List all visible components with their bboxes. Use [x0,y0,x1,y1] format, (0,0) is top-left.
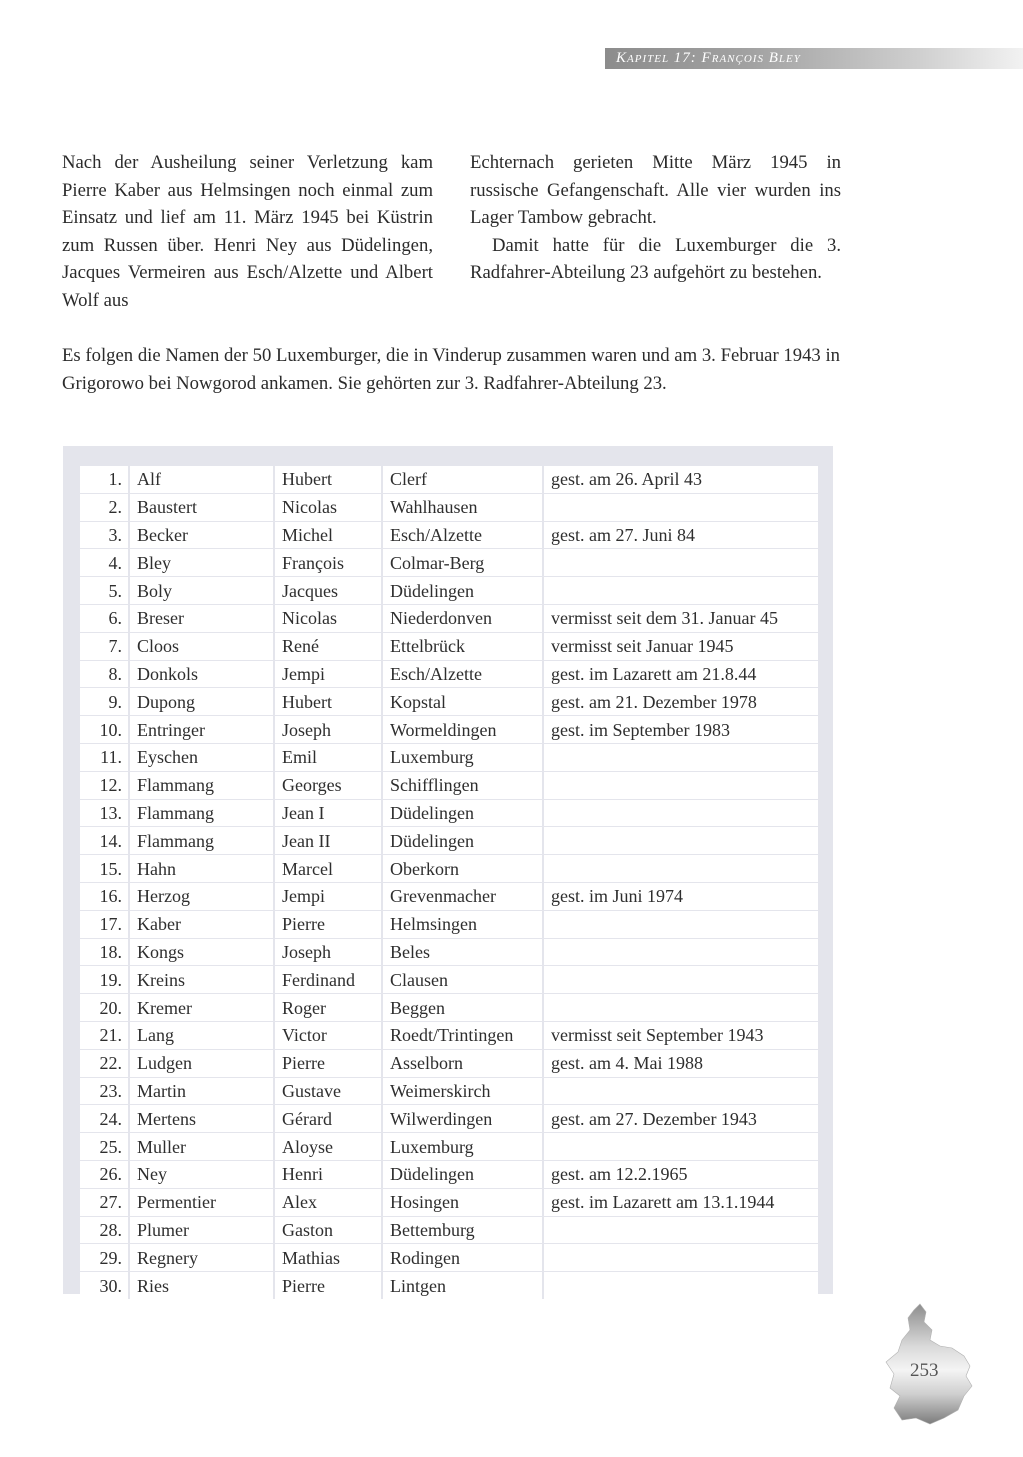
row-number-cell: 6. [80,604,129,632]
row-number-cell: 11. [80,743,129,771]
first-name-cell: Henri [274,1160,382,1188]
hometown-cell: Düdelingen [382,799,543,827]
first-name-cell: Jacques [274,577,382,605]
table-row [80,1272,818,1299]
note-cell: vermisst seit September 1943 [543,1021,818,1049]
surname-cell: Kremer [129,994,274,1022]
note-cell [543,855,818,883]
row-number-cell: 3. [80,521,129,549]
hometown-cell: Wormeldingen [382,716,543,744]
note-cell: gest. am 4. Mai 1988 [543,1049,818,1077]
body-paragraph: Nach der Ausheilung seiner Verletzung kam Pierre Kaber aus Helmsingen noch einmal zum Einsatz und lief am 11. März 1945 bei Küstrin zum Russen über. Henri Ney aus Düdelingen, Jacques Vermeiren aus Esch/Alzette und Albert Wolf aus [62,152,433,311]
chapter-header [605,48,1023,69]
surname-cell: Flammang [129,771,274,799]
first-name-cell: Pierre [274,1272,382,1299]
note-cell [543,938,818,966]
row-number-cell: 23. [80,1077,129,1105]
row-number-cell: 2. [80,493,129,521]
hometown-cell: Roedt/Trintingen [382,1021,543,1049]
table-row [80,1049,818,1077]
first-name-cell: Jean II [274,827,382,855]
surname-cell: Dupong [129,688,274,716]
surname-cell: Entringer [129,716,274,744]
hometown-cell: Hosingen [382,1188,543,1216]
surname-cell: Becker [129,521,274,549]
table-row [80,1077,818,1105]
hometown-cell: Beles [382,938,543,966]
hometown-cell: Ettelbrück [382,632,543,660]
table-row [80,716,818,744]
surname-cell: Hahn [129,855,274,883]
note-cell [543,549,818,577]
note-cell: gest. am 26. April 43 [543,466,818,493]
surname-cell: Martin [129,1077,274,1105]
row-number-cell: 25. [80,1133,129,1161]
surname-cell: Boly [129,577,274,605]
first-name-cell: Pierre [274,1049,382,1077]
first-name-cell: Jempi [274,882,382,910]
first-name-cell: René [274,632,382,660]
surname-cell: Muller [129,1133,274,1161]
surname-cell: Kreins [129,966,274,994]
surname-cell: Alf [129,466,274,493]
first-name-cell: Hubert [274,688,382,716]
first-name-cell: Roger [274,994,382,1022]
first-name-cell: Gérard [274,1105,382,1133]
surname-cell: Ries [129,1272,274,1299]
note-cell: gest. am 12.2.1965 [543,1160,818,1188]
hometown-cell: Rodingen [382,1244,543,1272]
table-row [80,1216,818,1244]
first-name-cell: Gustave [274,1077,382,1105]
surname-cell: Herzog [129,882,274,910]
table-row [80,827,818,855]
surname-cell: Eyschen [129,743,274,771]
hometown-cell: Clausen [382,966,543,994]
table-row [80,549,818,577]
hometown-cell: Oberkorn [382,855,543,883]
body-paragraph: Damit hatte für die Luxemburger die 3. Radfahrer-Abteilung 23 aufgehört zu bestehen. [470,234,841,284]
surname-cell: Permentier [129,1188,274,1216]
table-row [80,493,818,521]
surname-cell: Lang [129,1021,274,1049]
first-name-cell: Hubert [274,466,382,493]
page-number-badge [880,1300,980,1430]
surname-cell: Flammang [129,827,274,855]
body-right-column [470,149,841,287]
first-name-cell: Emil [274,743,382,771]
first-name-cell: Jempi [274,660,382,688]
first-name-cell: Joseph [274,716,382,744]
note-cell [543,743,818,771]
note-cell: gest. am 21. Dezember 1978 [543,688,818,716]
surname-cell: Kongs [129,938,274,966]
row-number-cell: 21. [80,1021,129,1049]
surname-cell: Mertens [129,1105,274,1133]
hometown-cell: Düdelingen [382,1160,543,1188]
first-name-cell: Nicolas [274,604,382,632]
first-name-cell: Alex [274,1188,382,1216]
table-row [80,1188,818,1216]
first-name-cell: Marcel [274,855,382,883]
body-left-column [62,149,433,315]
row-number-cell: 7. [80,632,129,660]
surname-cell: Flammang [129,799,274,827]
first-name-cell: Ferdinand [274,966,382,994]
row-number-cell: 5. [80,577,129,605]
row-number-cell: 14. [80,827,129,855]
note-cell: gest. am 27. Juni 84 [543,521,818,549]
row-number-cell: 29. [80,1244,129,1272]
hometown-cell: Luxemburg [382,1133,543,1161]
table-row [80,577,818,605]
note-cell [543,493,818,521]
row-number-cell: 22. [80,1049,129,1077]
hometown-cell: Düdelingen [382,827,543,855]
note-cell [543,1077,818,1105]
hometown-cell: Beggen [382,994,543,1022]
first-name-cell: Victor [274,1021,382,1049]
surname-cell: Bley [129,549,274,577]
row-number-cell: 17. [80,910,129,938]
hometown-cell: Lintgen [382,1272,543,1299]
table-row [80,938,818,966]
note-cell [543,966,818,994]
chapter-title: Kapitel 17: François Bley [616,50,801,66]
hometown-cell: Bettemburg [382,1216,543,1244]
surname-cell: Regnery [129,1244,274,1272]
surname-cell: Breser [129,604,274,632]
table-row [80,799,818,827]
first-name-cell: Georges [274,771,382,799]
note-cell [543,799,818,827]
row-number-cell: 19. [80,966,129,994]
surname-cell: Baustert [129,493,274,521]
hometown-cell: Niederdonven [382,604,543,632]
row-number-cell: 13. [80,799,129,827]
table-row [80,604,818,632]
table-row [80,660,818,688]
hometown-cell: Luxemburg [382,743,543,771]
note-cell [543,1133,818,1161]
table-row [80,1133,818,1161]
surname-cell: Donkols [129,660,274,688]
table-row [80,966,818,994]
hometown-cell: Esch/Alzette [382,521,543,549]
row-number-cell: 30. [80,1272,129,1299]
hometown-cell: Schifflingen [382,771,543,799]
note-cell [543,1244,818,1272]
hometown-cell: Kopstal [382,688,543,716]
row-number-cell: 4. [80,549,129,577]
table-row [80,771,818,799]
row-number-cell: 28. [80,1216,129,1244]
table-row [80,910,818,938]
first-name-cell: Pierre [274,910,382,938]
first-name-cell: Jean I [274,799,382,827]
roster-table [80,466,818,1299]
row-number-cell: 18. [80,938,129,966]
hometown-cell: Helmsingen [382,910,543,938]
note-cell [543,994,818,1022]
first-name-cell: Aloyse [274,1133,382,1161]
note-cell: gest. im Lazarett am 21.8.44 [543,660,818,688]
hometown-cell: Weimerskirch [382,1077,543,1105]
note-cell: gest. am 27. Dezember 1943 [543,1105,818,1133]
row-number-cell: 20. [80,994,129,1022]
surname-cell: Kaber [129,910,274,938]
hometown-cell: Wilwerdingen [382,1105,543,1133]
row-number-cell: 24. [80,1105,129,1133]
first-name-cell: Joseph [274,938,382,966]
body-paragraph: Echternach gerieten Mitte März 1945 in russische Gefangenschaft. Alle vier wurden ins Lager Tambow gebracht. [470,152,841,229]
hometown-cell: Clerf [382,466,543,493]
first-name-cell: Mathias [274,1244,382,1272]
table-row [80,521,818,549]
note-cell: gest. im September 1983 [543,716,818,744]
note-cell [543,1272,818,1299]
table-intro: Es folgen die Namen der 50 Luxemburger, die in Vinderup zusammen waren und am 3. Februar 1943 in Grigorowo bei Nowgorod ankamen. Sie gehörten zur 3. Radfahrer-Abteilung 23. [62,345,840,394]
note-cell [543,577,818,605]
row-number-cell: 8. [80,660,129,688]
table-row [80,743,818,771]
row-number-cell: 26. [80,1160,129,1188]
surname-cell: Plumer [129,1216,274,1244]
table-row [80,855,818,883]
note-cell: gest. im Juni 1974 [543,882,818,910]
row-number-cell: 1. [80,466,129,493]
table-row [80,882,818,910]
row-number-cell: 15. [80,855,129,883]
hometown-cell: Colmar-Berg [382,549,543,577]
note-cell [543,910,818,938]
table-row [80,1160,818,1188]
row-number-cell: 16. [80,882,129,910]
first-name-cell: François [274,549,382,577]
row-number-cell: 27. [80,1188,129,1216]
first-name-cell: Michel [274,521,382,549]
table-row [80,632,818,660]
hometown-cell: Düdelingen [382,577,543,605]
first-name-cell: Gaston [274,1216,382,1244]
note-cell [543,827,818,855]
table-row [80,1021,818,1049]
note-cell: gest. im Lazarett am 13.1.1944 [543,1188,818,1216]
table-row [80,688,818,716]
table-row [80,1244,818,1272]
note-cell [543,1216,818,1244]
table-row [80,1105,818,1133]
row-number-cell: 10. [80,716,129,744]
note-cell [543,771,818,799]
hometown-cell: Asselborn [382,1049,543,1077]
note-cell: vermisst seit dem 31. Januar 45 [543,604,818,632]
note-cell: vermisst seit Januar 1945 [543,632,818,660]
table-row [80,466,818,493]
roster-table-body [80,466,818,1299]
row-number-cell: 9. [80,688,129,716]
surname-cell: Ney [129,1160,274,1188]
hometown-cell: Wahlhausen [382,493,543,521]
hometown-cell: Esch/Alzette [382,660,543,688]
row-number-cell: 12. [80,771,129,799]
first-name-cell: Nicolas [274,493,382,521]
surname-cell: Ludgen [129,1049,274,1077]
page-number: 253 [910,1360,939,1381]
table-row [80,994,818,1022]
surname-cell: Cloos [129,632,274,660]
hometown-cell: Grevenmacher [382,882,543,910]
